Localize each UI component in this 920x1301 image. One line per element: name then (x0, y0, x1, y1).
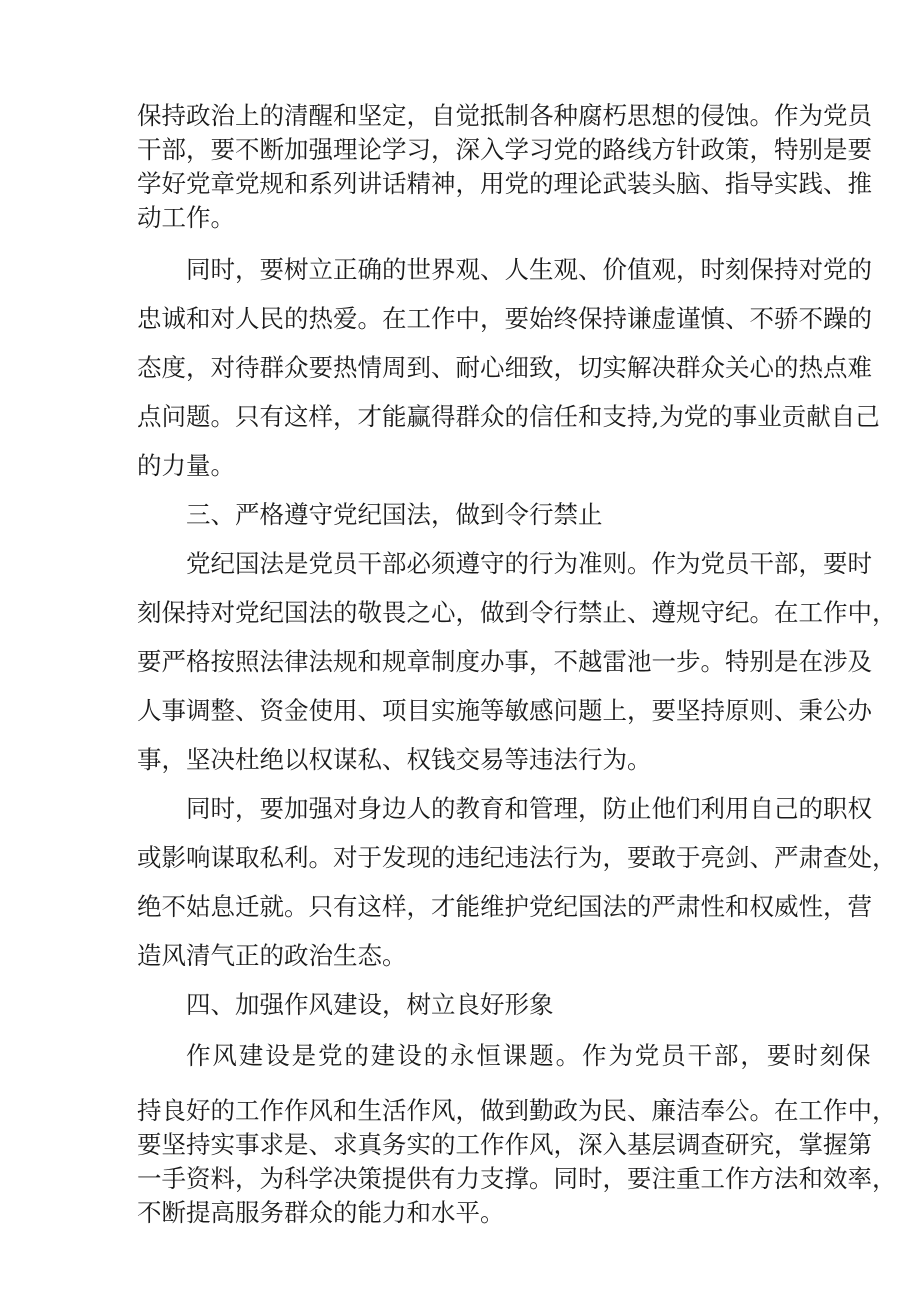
text-line: 或影响谋取私利。对于发现的违纪违法行为，要敢于亮剑、严肃查处， (137, 843, 897, 872)
text-line: 干部，要不断加强理论学习，深入学习党的路线方针政策，特别是要 (137, 135, 872, 164)
text-line: 要坚持实事求是、求真务实的工作作风，深入基层调查研究，掌握第 (137, 1130, 872, 1159)
text-line: 同时，要树立正确的世界观、人生观、价值观，时刻保持对党的 (186, 255, 872, 284)
text-line: 一手资料，为科学决策提供有力支撑。同时，要注重工作方法和效率， (137, 1164, 897, 1193)
text-line: 动工作。 (137, 203, 235, 232)
section-heading: 四、加强作风建设，树立良好形象 (186, 990, 554, 1019)
text-line: 学好党章党规和系列讲话精神，用党的理论武装头脑、指导实践、推 (137, 169, 872, 198)
text-line: 态度，对待群众要热情周到、耐心细致，切实解决群众关心的热点难 (137, 353, 872, 382)
text-line: 同时，要加强对身边人的教育和管理，防止他们利用自己的职权 (186, 794, 872, 823)
text-line: 人事调整、资金使用、项目实施等敏感问题上，要坚持原则、秉公办 (137, 696, 872, 725)
text-line: 党纪国法是党员干部必须遵守的行为准则。作为党员干部，要时 (186, 549, 872, 578)
text-line: 绝不姑息迁就。只有这样，才能维护党纪国法的严肃性和权威性，营 (137, 892, 872, 921)
text-line: 造风清气正的政治生态。 (137, 941, 407, 970)
text-line: 持良好的工作作风和生活作风，做到勤政为民、廉洁奉公。在工作中， (137, 1096, 897, 1125)
section-heading: 三、严格遵守党纪国法，做到令行禁止 (186, 500, 603, 529)
text-line: 保持政治上的清醒和坚定，自觉抵制各种腐朽思想的侵蚀。作为党员 (137, 101, 872, 130)
text-line: 的力量。 (137, 451, 235, 480)
text-line: 要严格按照法律法规和规章制度办事，不越雷池一步。特别是在涉及 (137, 647, 872, 676)
text-line: 不断提高服务群众的能力和水平。 (137, 1198, 505, 1227)
text-line: 忠诚和对人民的热爱。在工作中，要始终保持谦虚谨慎、不骄不躁的 (137, 304, 872, 333)
text-line: 事，坚决杜绝以权谋私、权钱交易等违法行为。 (137, 745, 652, 774)
text-line: 作风建设是党的建设的永恒课题。作为党员干部，要时刻保 (186, 1041, 873, 1070)
text-line: 刻保持对党纪国法的敬畏之心，做到令行禁止、遵规守纪。在工作中， (137, 598, 897, 627)
text-line: 点问题。只有这样，才能赢得群众的信任和支持,为党的事业贡献自己 (137, 402, 880, 431)
